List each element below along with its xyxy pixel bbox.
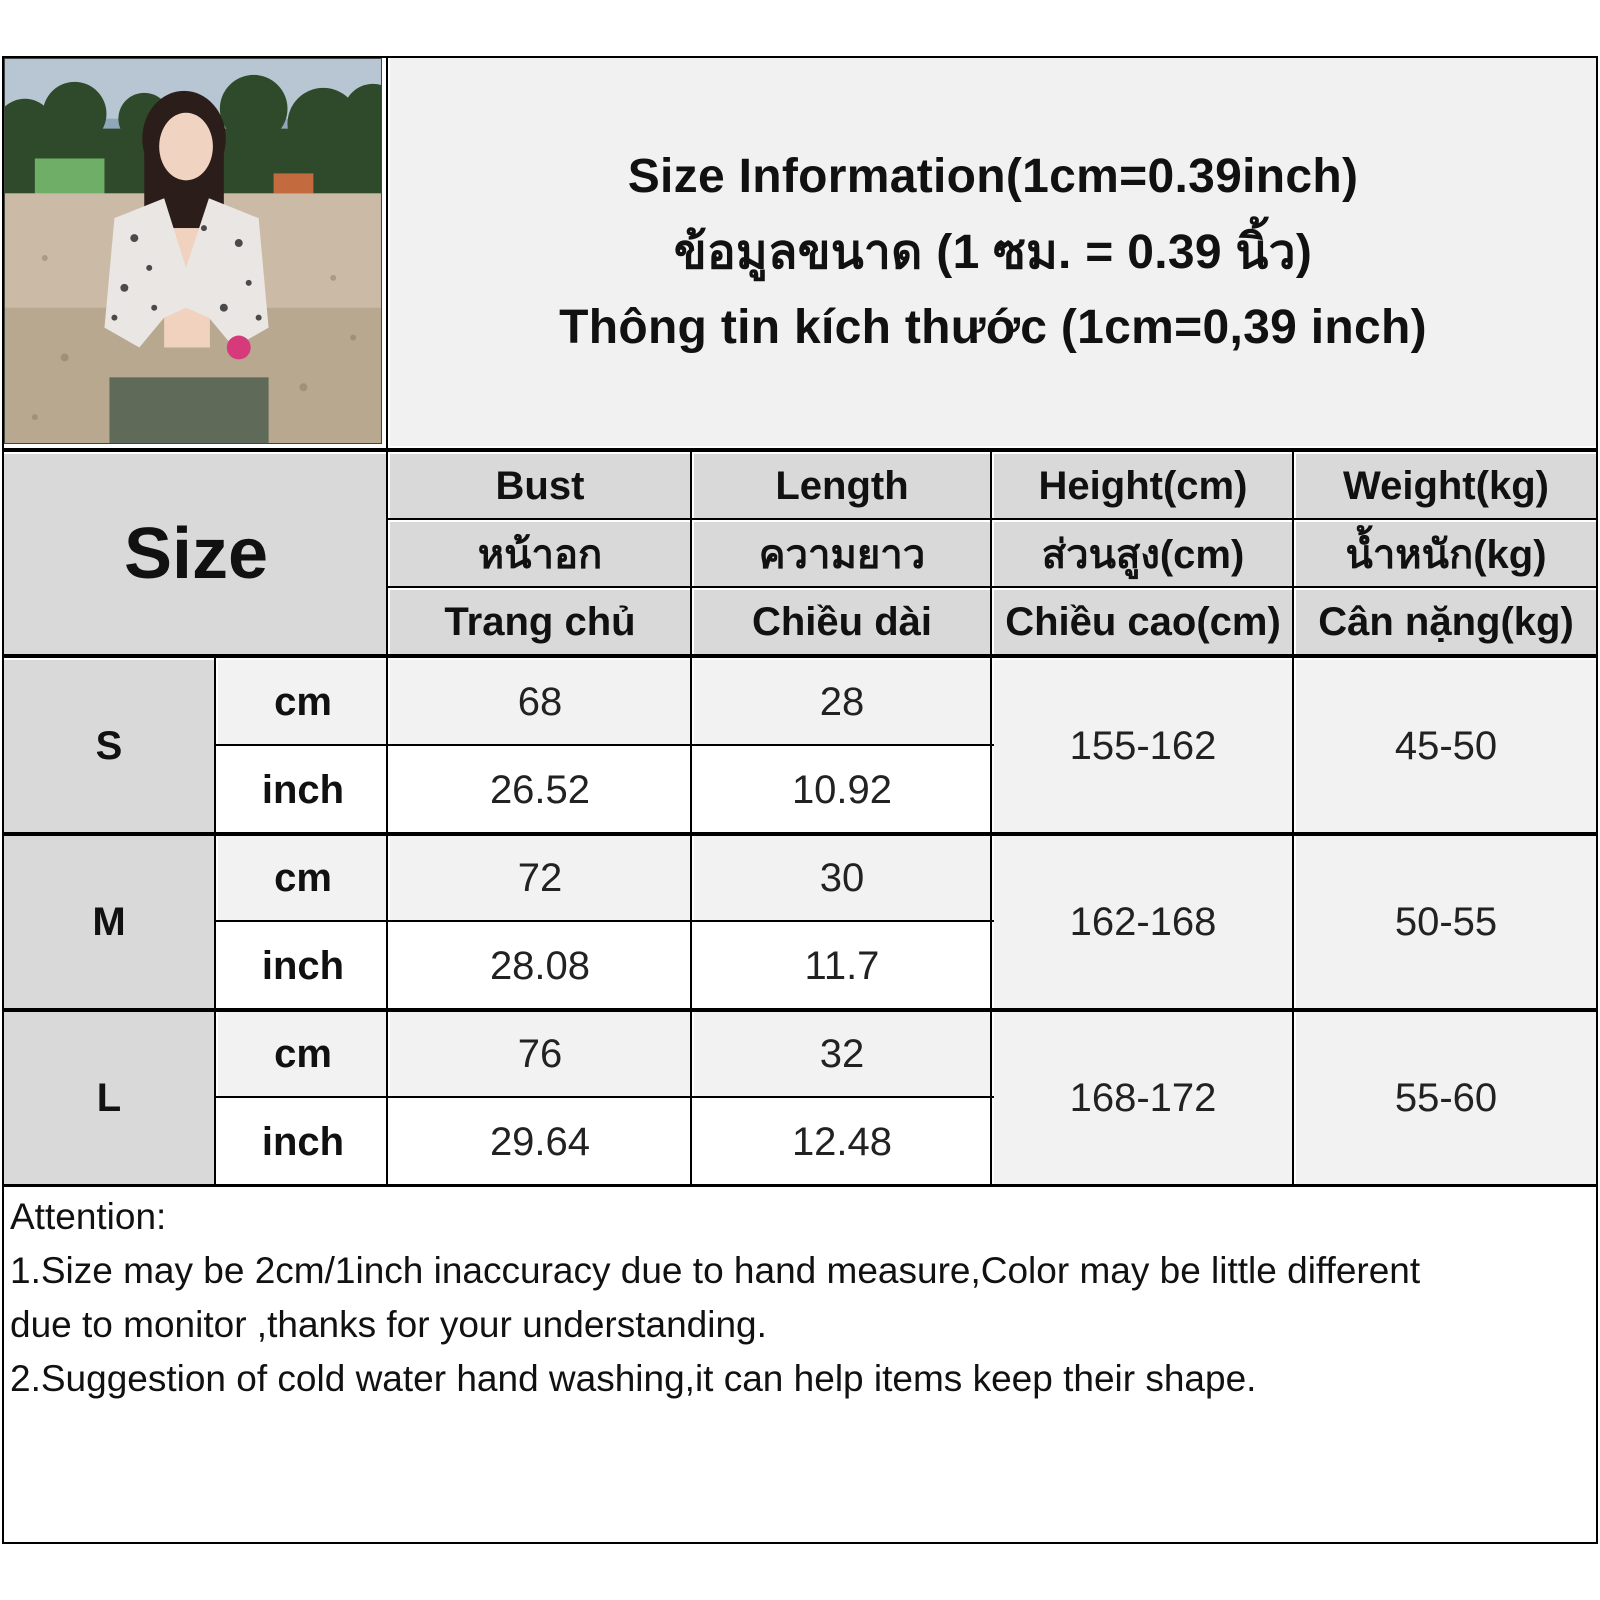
- grid-line: [214, 744, 994, 746]
- product-photo: [4, 58, 382, 444]
- bust-cm-l: 76: [390, 1012, 690, 1096]
- attention-notes: [10, 1190, 1590, 1406]
- bust-header-en: Bust: [390, 454, 690, 518]
- bust-header-vi: Trang chủ: [390, 590, 690, 654]
- grid-line: [2, 832, 1598, 836]
- grid-line: [2, 1184, 1598, 1187]
- length-cm-l: 32: [694, 1012, 990, 1096]
- unit-cm-l: cm: [218, 1012, 388, 1096]
- bust-cm-s: 68: [390, 660, 690, 744]
- size-label-l: L: [4, 1012, 214, 1184]
- size-column-header: Size: [4, 454, 388, 654]
- attention-note-1-cont: due to monitor ,thanks for your understanding.: [10, 1304, 767, 1345]
- bust-cm-m: 72: [390, 836, 690, 920]
- length-cm-m: 30: [694, 836, 990, 920]
- weight-header-vi: Cân nặng(kg): [1296, 590, 1596, 654]
- grid-line: [214, 658, 216, 1186]
- weight-s: 45-50: [1296, 660, 1596, 832]
- unit-cm-m: cm: [218, 836, 388, 920]
- weight-header-th: น้ำหนัก(kg): [1296, 522, 1596, 586]
- grid-line: [1292, 452, 1294, 1186]
- height-s: 155-162: [994, 660, 1292, 832]
- grid-line: [2, 448, 1598, 452]
- height-m: 162-168: [994, 836, 1292, 1008]
- grid-line: [2, 1008, 1598, 1012]
- length-cm-s: 28: [694, 660, 990, 744]
- bust-inch-m: 28.08: [390, 924, 690, 1008]
- height-l: 168-172: [994, 1012, 1292, 1184]
- attention-note-2: 2.Suggestion of cold water hand washing,it can help items keep their shape.: [10, 1358, 1257, 1399]
- length-inch-s: 10.92: [694, 748, 990, 832]
- grid-line: [990, 452, 992, 1186]
- heading-thai: ข้อมูลขนาด (1 ซม. = 0.39 นิ้ว): [673, 226, 1313, 279]
- unit-inch-l: inch: [218, 1100, 388, 1184]
- unit-inch-m: inch: [218, 924, 388, 1008]
- size-label-s: S: [4, 660, 214, 832]
- heading-english: Size Information(1cm=0.39inch): [627, 150, 1359, 203]
- grid-line: [388, 586, 1596, 588]
- length-header-th: ความยาว: [694, 522, 990, 586]
- weight-m: 50-55: [1296, 836, 1596, 1008]
- grid-line: [214, 1096, 994, 1098]
- weight-header-en: Weight(kg): [1296, 454, 1596, 518]
- size-label-m: M: [4, 836, 214, 1008]
- unit-inch-s: inch: [218, 748, 388, 832]
- length-header-en: Length: [694, 454, 990, 518]
- grid-line: [386, 58, 388, 1186]
- grid-line: [214, 920, 994, 922]
- grid-line: [388, 518, 1596, 520]
- length-inch-m: 11.7: [694, 924, 990, 1008]
- height-header-th: ส่วนสูง(cm): [994, 522, 1292, 586]
- height-header-vi: Chiều cao(cm): [994, 590, 1292, 654]
- bust-inch-s: 26.52: [390, 748, 690, 832]
- attention-title: Attention:: [10, 1196, 167, 1237]
- grid-line: [2, 654, 1598, 658]
- grid-line: [690, 452, 692, 1186]
- length-header-vi: Chiều dài: [694, 590, 990, 654]
- bust-inch-l: 29.64: [390, 1100, 690, 1184]
- heading-vietnamese: Thông tin kích thước (1cm=0,39 inch): [559, 301, 1427, 354]
- bust-header-th: หน้าอก: [390, 522, 690, 586]
- weight-l: 55-60: [1296, 1012, 1596, 1184]
- height-header-en: Height(cm): [994, 454, 1292, 518]
- unit-cm-s: cm: [218, 660, 388, 744]
- attention-note-1: 1.Size may be 2cm/1inch inaccuracy due to hand measure,Color may be little different: [10, 1250, 1421, 1291]
- size-info-heading: [390, 58, 1596, 446]
- length-inch-l: 12.48: [694, 1100, 990, 1184]
